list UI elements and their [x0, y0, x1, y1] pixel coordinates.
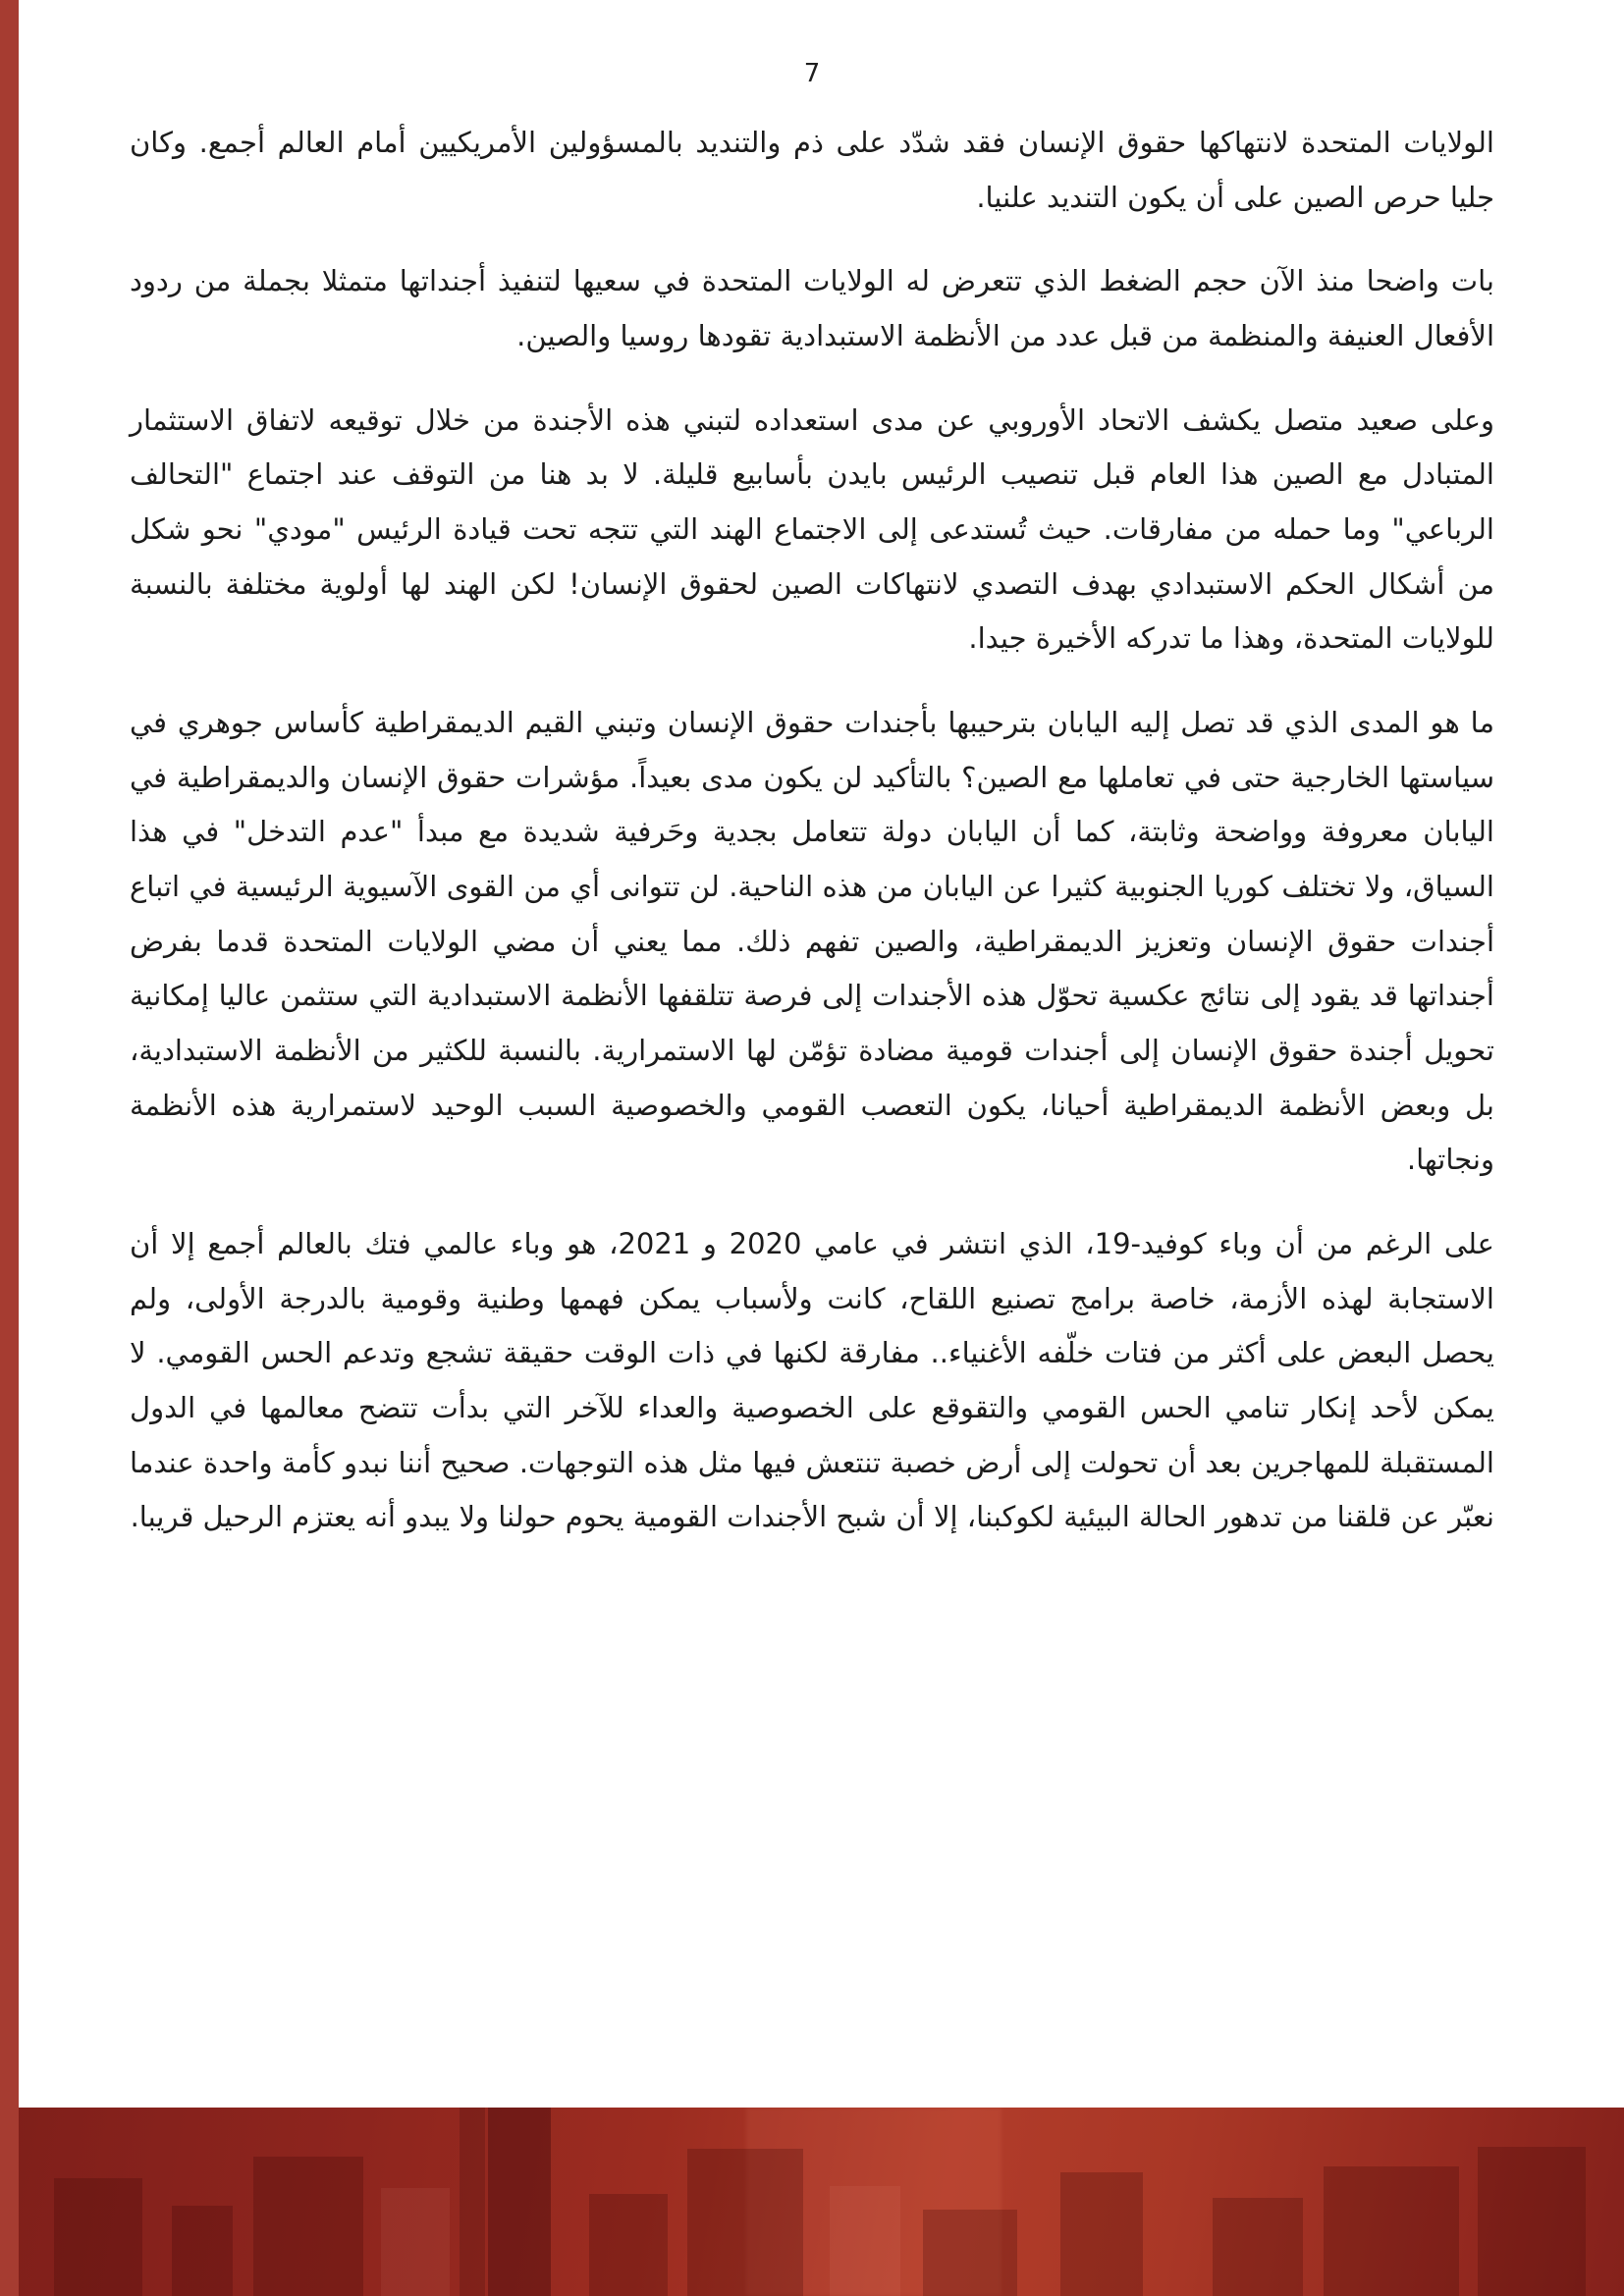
building-silhouette [589, 2194, 668, 2296]
building-silhouette [830, 2186, 900, 2296]
paragraph: وعلى صعيد متصل يكشف الاتحاد الأوروبي عن مدى استعداده لتبني هذه الأجندة من خلال توقيعه لاتفاق الاستثمار المتبادل مع الصين هذا العام قبل تنصيب الرئيس بايدن بأسابيع قليلة. لا بد هنا من التوقف عند اجتماع "التحالف الرباعي" وما حمله من مفارقات. حيث تُستدعى إلى الاجتماع الهند التي تتجه تحت قيادة الرئيس "مودي" نحو شكل من أشكال الحكم الاستبدادي بهدف التصدي لانتهاكات الصين لحقوق الإنسان! لكن الهند لها أولوية مختلفة بالنسبة للولايات المتحدة، وهذا ما تدركه الأخيرة جيدا. [130, 402, 1494, 656]
paragraph: بات واضحا منذ الآن حجم الضغط الذي تتعرض له الولايات المتحدة في سعيها لتنفيذ أجنداتها متمثلا بجملة من ردود الأفعال العنيفة والمنظمة من قبل عدد من الأنظمة الاستبدادية تقودها روسيا والصين. [130, 264, 1494, 353]
footer-dark-band [488, 2108, 551, 2296]
building-silhouette [172, 2206, 233, 2296]
footer-dark-band [460, 2108, 485, 2296]
building-silhouette [1060, 2172, 1143, 2296]
paragraph: على الرغم من أن وباء كوفيد-19، الذي انتشر في عامي 2020 و 2021، هو وباء عالمي فتك بالعالم أجمع إلا أن الاستجابة لهذه الأزمة، خاصة برامج تصنيع اللقاح، كانت ولأسباب يمكن فهمها وطنية وقومية بالدرجة الأولى، ولم يحصل البعض على أكثر من فتات خلّفه الأغنياء.. مفارقة لكنها في ذات الوقت حقيقة تشجع وتدعم الحس القومي. لا يمكن لأحد إنكار تنامي الحس القومي والتقوقع على الخصوصية والعداء للآخر التي بدأت تتضح معالمها في الدول المستقبلة للمهاجرين بعد أن تحولت إلى أرض خصبة تنتعش فيها مثل هذه التوجهات. صحيح أننا نبدو كأمة واحدة عندما نعبّر عن قلقنا من تدهور الحالة البيئية لكوكبنا، إلا أن شبح الأجندات القومية يحوم حولنا ولا يبدو أنه يعتزم الرحيل قريبا. [130, 1227, 1494, 1534]
building-silhouette [253, 2157, 363, 2296]
page-number: 7 [803, 59, 821, 88]
building-silhouette [1478, 2147, 1586, 2296]
left-accent-bar [0, 0, 19, 2296]
building-silhouette [923, 2210, 1017, 2296]
building-silhouette [381, 2188, 450, 2296]
building-silhouette [687, 2149, 803, 2296]
building-silhouette [1213, 2198, 1303, 2296]
paragraph: ما هو المدى الذي قد تصل إليه اليابان بترحيبها بأجندات حقوق الإنسان وتبني القيم الديمقراطية كأساس جوهري في سياستها الخارجية حتى في تعاملها مع الصين؟ بالتأكيد لن يكون مدى بعيداً. مؤشرات حقوق الإنسان والديمقراطية في اليابان معروفة وواضحة وثابتة، كما أن اليابان دولة تتعامل بجدية وحَرفية شديدة مع مبدأ "عدم التدخل" في هذا السياق، ولا تختلف كوريا الجنوبية كثيرا عن اليابان من هذه الناحية. لن تتوانى أي من القوى الآسيوية الرئيسية في اتباع أجندات حقوق الإنسان وتعزيز الديمقراطية، والصين تفهم ذلك. مما يعني أن مضي الولايات المتحدة قدما بفرض أجنداتها قد يقود إلى نتائج عكسية تحوّل هذه الأجندات إلى فرصة تتلقفها الأنظمة الاستبدادية التي ستثمن عاليا إمكانية تحويل أجندة حقوق الإنسان إلى أجندات قومية مضادة تؤمّن لها الاستمرارية. بالنسبة للكثير من الأنظمة الاستبدادية، بل وبعض الأنظمة الديمقراطية أحيانا، يكون التعصب القومي والخصوصية السبب الوحيد لاستمرارية هذه الأنظمة ونجاتها. [130, 706, 1494, 1177]
body-text [130, 116, 1494, 1575]
footer-cityscape-image [0, 2108, 1624, 2296]
paragraph: الولايات المتحدة لانتهاكها حقوق الإنسان فقد شدّد على ذم والتنديد بالمسؤولين الأمريكيين أمام العالم أجمع. وكان جليا حرص الصين على أن يكون التنديد علنيا. [130, 126, 1494, 214]
building-silhouette [54, 2178, 142, 2296]
building-silhouette [1324, 2166, 1459, 2296]
